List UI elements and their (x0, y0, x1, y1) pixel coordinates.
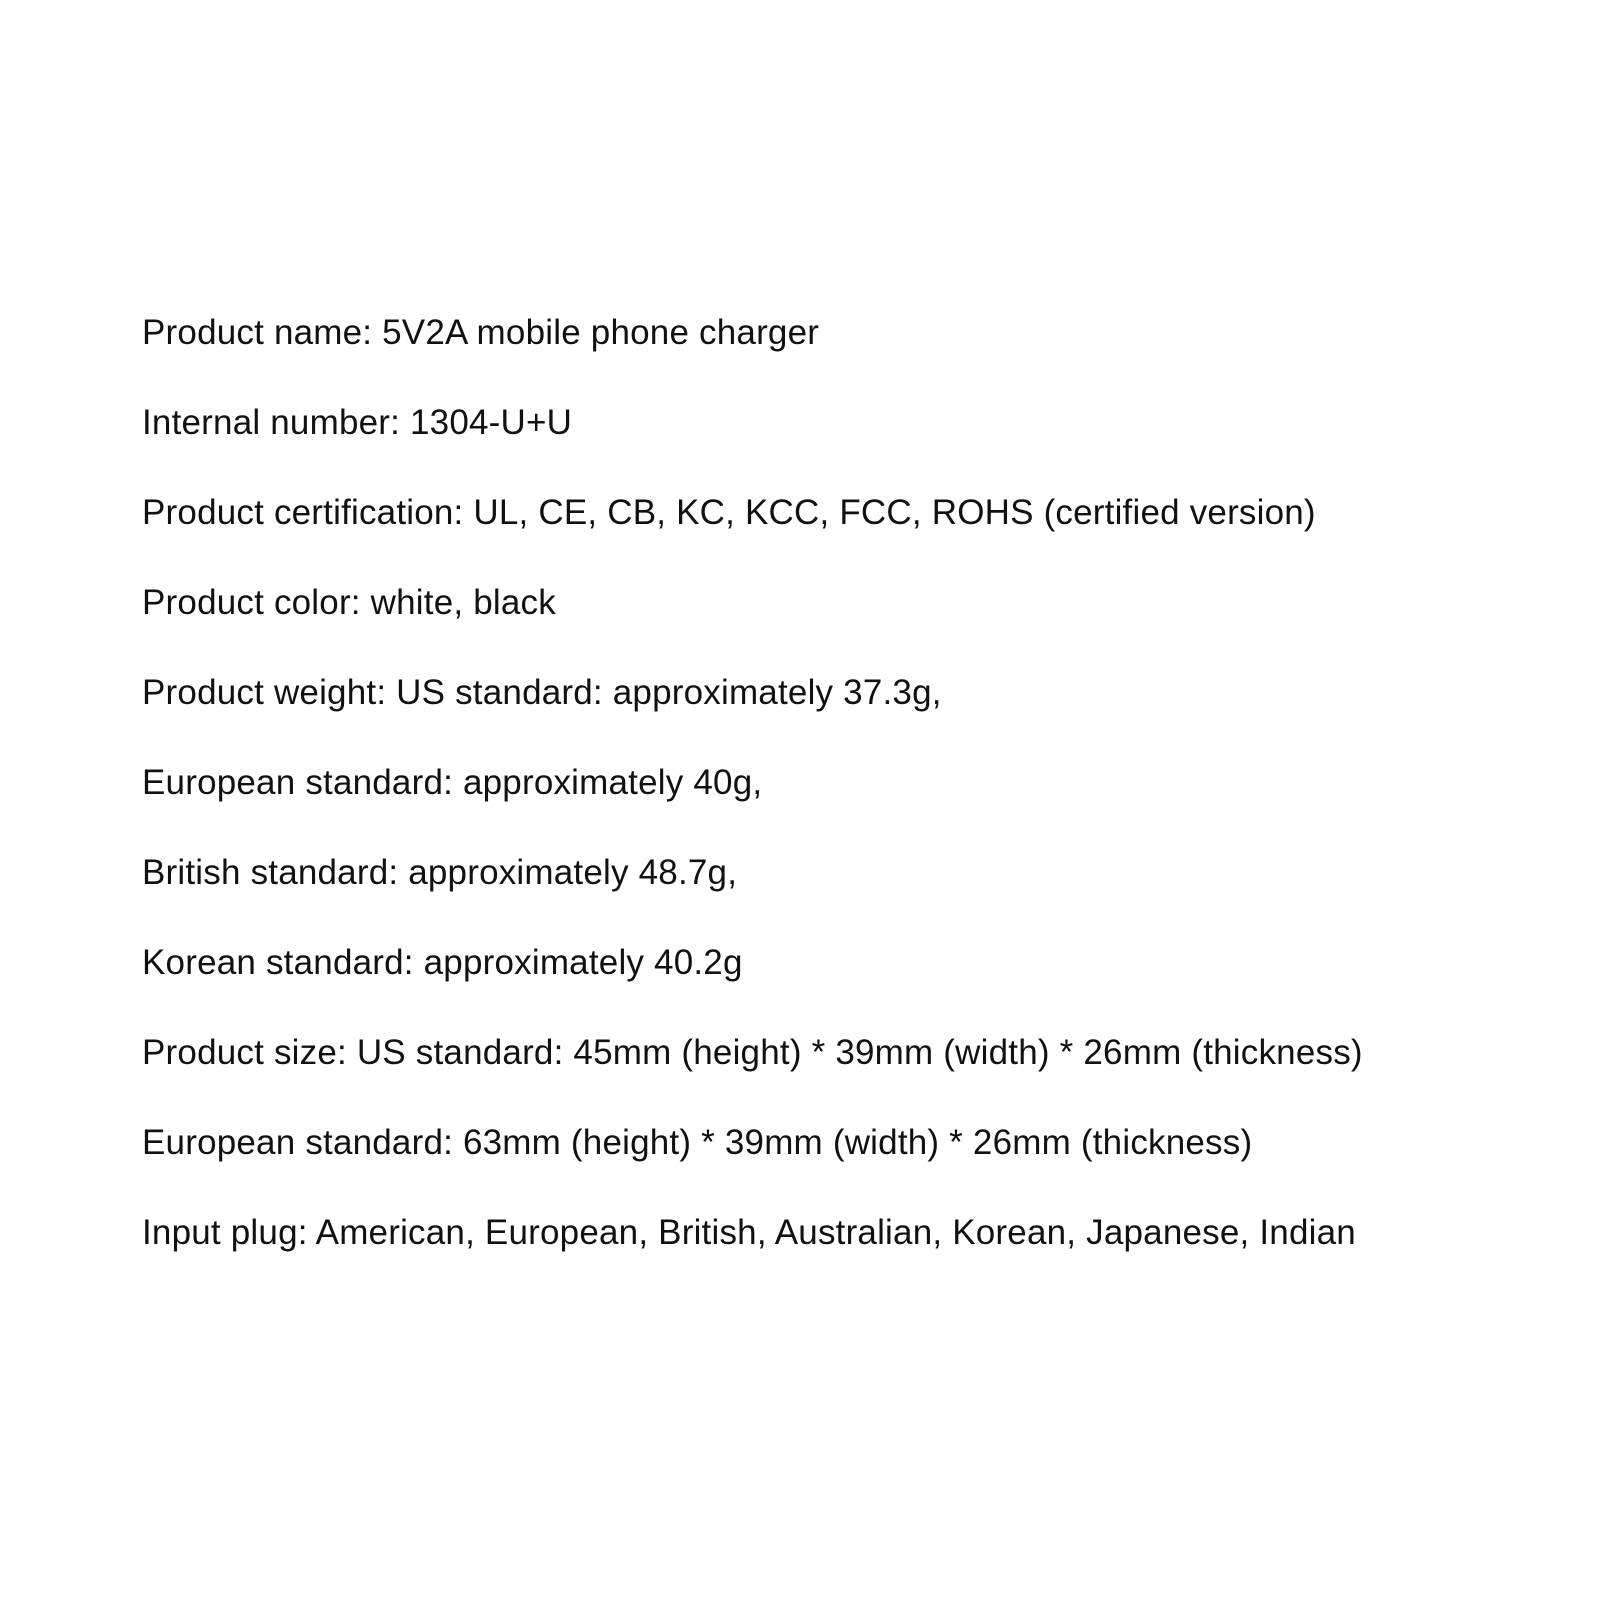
internal-number-line: Internal number: 1304-U+U (142, 403, 573, 442)
product-weight-british-line: British standard: approximately 48.7g, (142, 853, 738, 892)
product-certification-line: Product certification: UL, CE, CB, KC, KCC, FCC, ROHS (certified version) (142, 493, 1316, 532)
product-color-line: Product color: white, black (142, 583, 556, 622)
product-weight-korean-line: Korean standard: approximately 40.2g (142, 943, 743, 982)
product-size-us-line: Product size: US standard: 45mm (height) * 39mm (width) * 26mm (thickness) (142, 1033, 1363, 1072)
input-plug-line: Input plug: American, European, British, Australian, Korean, Japanese, Indian (142, 1213, 1356, 1252)
product-weight-us-line: Product weight: US standard: approximately 37.3g, (142, 673, 942, 712)
product-name-line: Product name: 5V2A mobile phone charger (142, 313, 820, 352)
product-size-european-line: European standard: 63mm (height) * 39mm (width) * 26mm (thickness) (142, 1123, 1253, 1162)
product-weight-european-line: European standard: approximately 40g, (142, 763, 763, 802)
product-spec-list (142, 288, 1363, 1278)
